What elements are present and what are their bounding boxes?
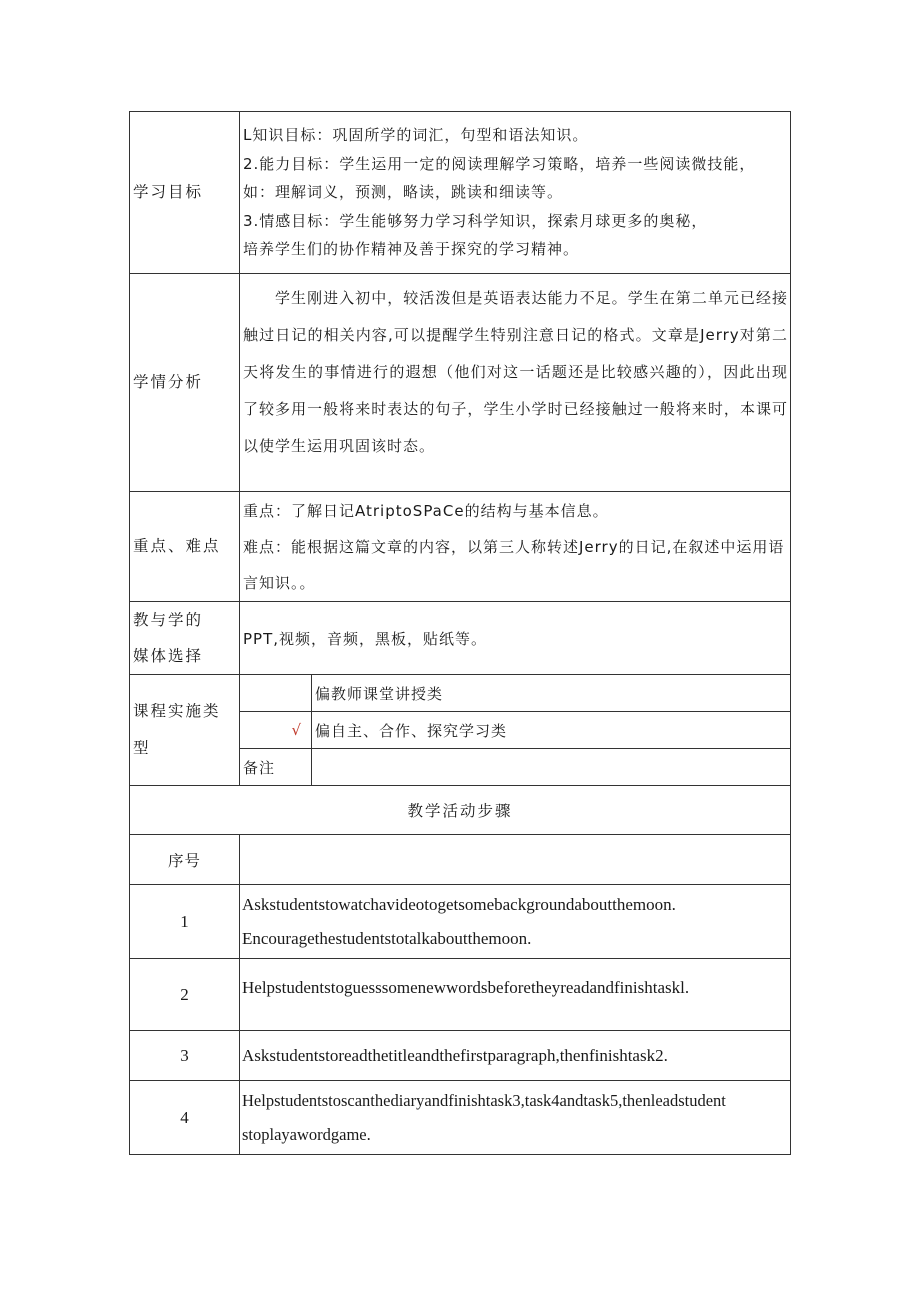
step-line: Askstudentstowatchavideotogetsomebackgroundaboutthemoon.	[242, 894, 676, 914]
analysis-row	[130, 274, 791, 492]
objective-line: L知识目标：巩固所学的词汇，句型和语法知识。	[243, 126, 589, 145]
objective-line: 培养学生们的协作精神及善于探究的学习精神。	[243, 240, 580, 259]
step-line: Encouragethestudentstotalkaboutthemoon.	[242, 928, 532, 948]
step-content	[240, 1081, 791, 1155]
step-number: 3	[130, 1031, 240, 1081]
media-label-line: 教与学的	[133, 611, 204, 629]
remark-value	[312, 749, 791, 786]
seq-label: 序号	[130, 835, 240, 885]
step-number: 2	[130, 959, 240, 1031]
steps-seq-row	[130, 835, 791, 885]
step-row	[130, 885, 791, 959]
media-content: PPT,视频，音频，黑板，贴纸等。	[240, 602, 791, 675]
step-number: 1	[130, 885, 240, 959]
difficult-point-text: 难点：能根据这篇文章的内容，以第三人称转述Jerry的日记,在叙述中运用语言知识。。	[243, 537, 785, 592]
analysis-content	[240, 274, 791, 492]
step-line: Helpstudentstoscanthediaryandfinishtask3,task4andtask5,thenleadstudent	[242, 1090, 726, 1110]
step-line: Helpstudentstoguesssomenewwordsbeforetheyreadandfinishtaskl.	[242, 978, 690, 997]
step-row	[130, 959, 791, 1031]
course-type-label-line: 型	[133, 739, 151, 757]
key-point-text: 重点：了解日记AtriptoSPaCe的结构与基本信息。	[243, 501, 609, 520]
lesson-plan-table	[129, 111, 791, 1155]
check-mark: √	[240, 712, 312, 749]
step-content	[240, 959, 791, 1031]
key-points-content	[240, 492, 791, 602]
step-content	[240, 1031, 791, 1081]
steps-heading: 教学活动步骤	[130, 786, 791, 835]
step-row	[130, 1031, 791, 1081]
seq-header-blank	[240, 835, 791, 885]
steps-heading-row	[130, 786, 791, 835]
course-type-row-1	[130, 675, 791, 712]
objectives-label: 学习目标	[130, 112, 240, 274]
step-line: stoplayawordgame.	[242, 1124, 371, 1144]
course-type-option-teacher: 偏教师课堂讲授类	[312, 675, 791, 712]
objectives-content	[240, 112, 791, 274]
media-row	[130, 602, 791, 675]
objective-line: 3.情感目标：学生能够努力学习科学知识，探索月球更多的奥秘，	[243, 211, 708, 230]
media-label	[130, 602, 240, 675]
analysis-text: 学生刚进入初中，较活泼但是英语表达能力不足。学生在第二单元已经接触过日记的相关内容,可以提醒学生特别注意日记的格式。文章是Jerry对第二天将发生的事情进行的遐想（他们对这一话题还是比较感兴趣的），因此出现了较多用一般将来时表达的句子，学生小学时已经接触过一般将来时，本课可以使学生运用巩固该时态。	[243, 289, 789, 455]
course-type-option-self-study: 偏自主、合作、探究学习类	[312, 712, 791, 749]
step-content	[240, 885, 791, 959]
step-row	[130, 1081, 791, 1155]
step-line: Askstudentstoreadthetitleandthefirstparagraph,thenfinishtask2.	[242, 1045, 668, 1065]
course-type-check-cell-1	[240, 675, 312, 712]
media-label-line: 媒体选择	[133, 647, 204, 665]
step-number: 4	[130, 1081, 240, 1155]
analysis-label: 学情分析	[130, 274, 240, 492]
objective-line: 如：理解词义，预测，略读，跳读和细读等。	[243, 183, 564, 202]
course-type-label	[130, 675, 240, 786]
course-type-label-line: 课程实施类	[133, 702, 221, 720]
objective-line: 2.能力目标：学生运用一定的阅读理解学习策略，培养一些阅读微技能，	[243, 154, 756, 173]
key-points-row	[130, 492, 791, 602]
objectives-row	[130, 112, 791, 274]
remark-label: 备注	[240, 749, 312, 786]
key-points-label: 重点、难点	[130, 492, 240, 602]
